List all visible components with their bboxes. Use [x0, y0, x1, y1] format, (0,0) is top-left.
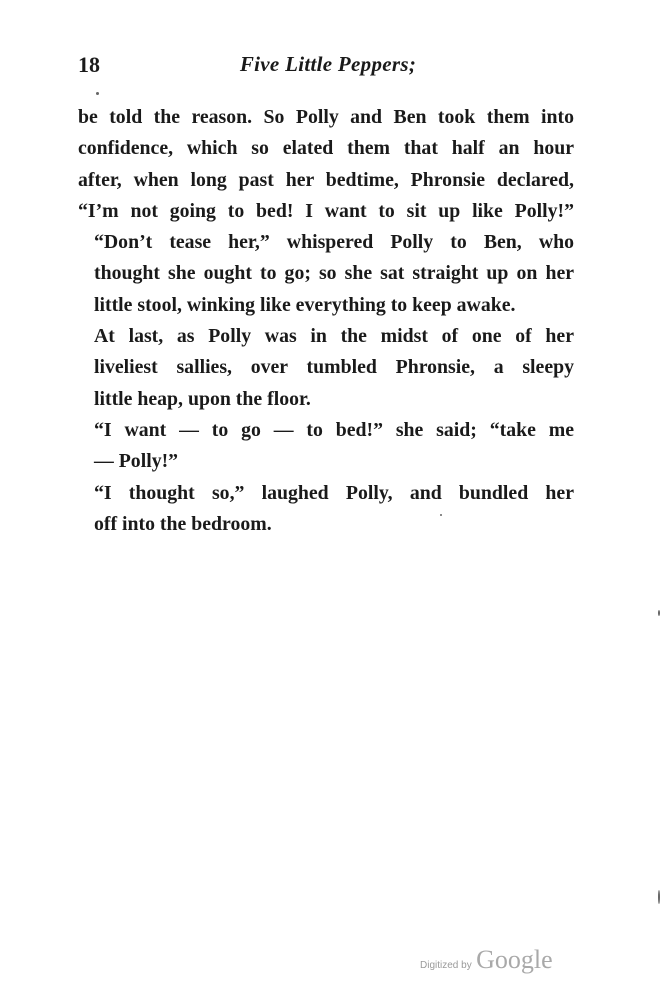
scan-speck	[658, 890, 660, 904]
scan-speck	[96, 92, 99, 95]
text-line: off into the bedroom.	[94, 512, 272, 535]
text-line: liveliest sallies, over tumbled Phronsie, a sleepy	[94, 356, 574, 379]
paragraph-3	[78, 321, 574, 415]
watermark	[420, 945, 553, 975]
text-line: thought she ought to go; so she sat straight up on her	[94, 262, 574, 285]
paragraph-4	[78, 415, 574, 478]
text-line: after, when long past her bedtime, Phronsie declared,	[78, 168, 574, 191]
digitized-by-label: Digitized by	[420, 960, 472, 971]
text-line: At last, as Polly was in the midst of one of her	[94, 325, 574, 348]
text-line: “I want — to go — to bed!” she said; “take me	[94, 418, 574, 441]
paragraph-2	[78, 227, 574, 321]
text-line: be told the reason. So Polly and Ben took them into	[78, 106, 574, 128]
paragraph-1	[78, 102, 574, 227]
text-line: “I thought so,” laughed Polly, and bundled her	[94, 481, 574, 504]
paragraph-5	[78, 478, 574, 541]
text-line: little stool, winking like everything to keep awake.	[94, 293, 516, 316]
page-number: 18	[78, 52, 100, 77]
scan-speck	[440, 514, 442, 516]
text-line: — Polly!”	[94, 450, 179, 473]
page-header	[78, 52, 578, 82]
scan-speck	[658, 610, 660, 616]
google-logo: Google	[476, 945, 553, 974]
text-line: confidence, which so elated them that half an hour	[78, 137, 574, 160]
text-line: “I’m not going to bed! I want to sit up like Polly!”	[78, 199, 574, 222]
body-text	[78, 102, 574, 540]
text-line: little heap, upon the floor.	[94, 387, 311, 410]
text-line: “Don’t tease her,” whispered Polly to Ben, who	[94, 231, 574, 254]
running-title: Five Little Peppers;	[239, 52, 417, 76]
